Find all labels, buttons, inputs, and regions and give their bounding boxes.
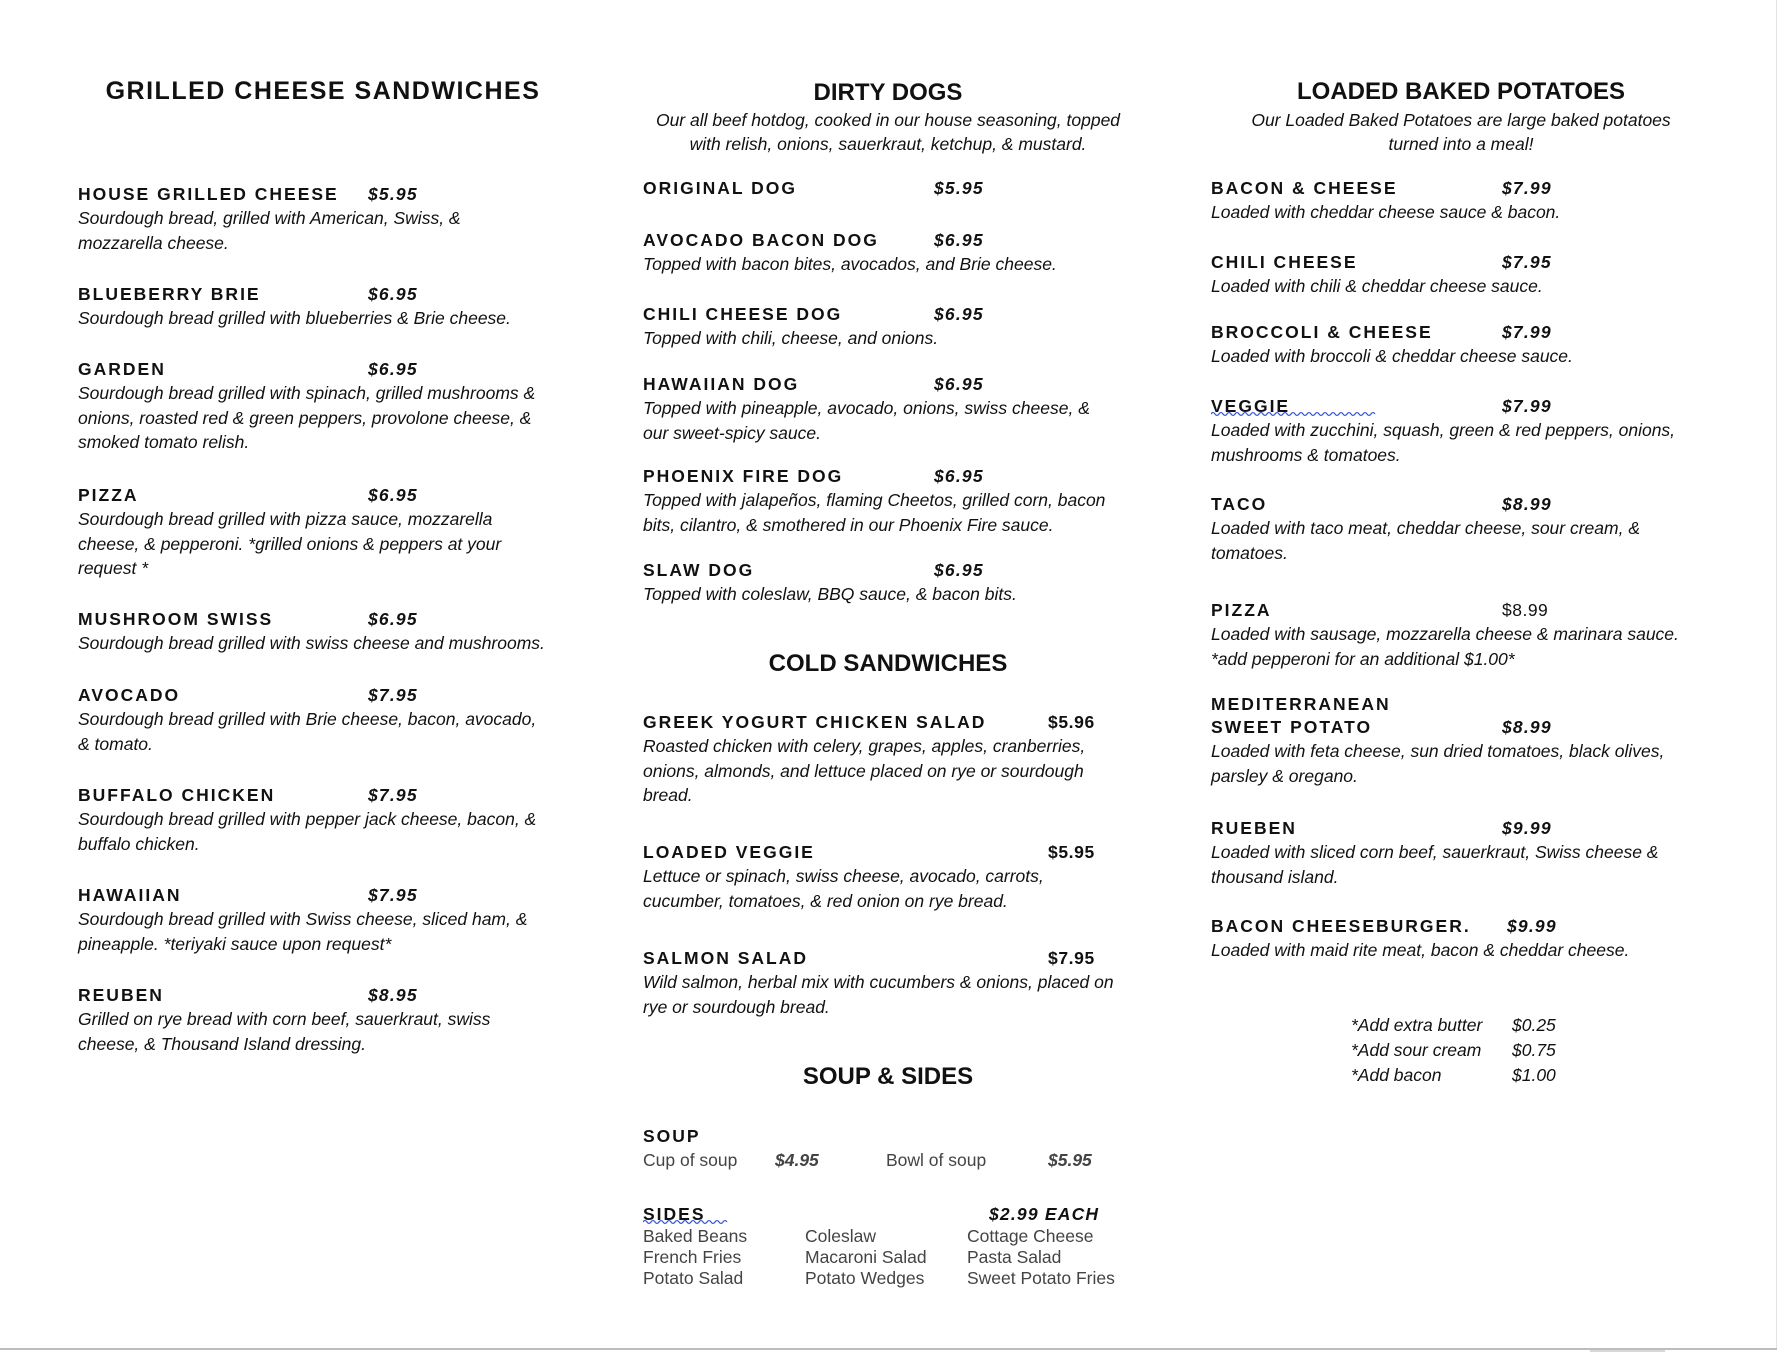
cup-of-soup-label: Cup of soup xyxy=(643,1150,738,1170)
item-description: Loaded with sausage, mozzarella cheese & marinara sauce. xyxy=(1211,624,1679,644)
item-description: our sweet-spicy sauce. xyxy=(643,422,821,443)
dirty-dogs-intro: Our all beef hotdog, cooked in our house seasoning, topped xyxy=(655,110,1121,130)
item-name-line2: SWEET POTATO xyxy=(1211,717,1373,737)
item-price: $7.95 xyxy=(1048,948,1095,968)
page-bottom-border xyxy=(0,1348,1777,1350)
menu-item xyxy=(643,946,1133,1019)
item-description: buffalo chicken. xyxy=(78,833,200,854)
item-description: Loaded with sliced corn beef, sauerkraut, Swiss cheese & xyxy=(1211,842,1659,862)
item-price: $9.99 xyxy=(1502,818,1552,838)
item-name: HOUSE GRILLED CHEESE xyxy=(78,184,339,204)
sides-price: $2.99 EACH xyxy=(989,1204,1100,1224)
item-description: rye or sourdough bread. xyxy=(643,996,830,1017)
menu-item xyxy=(78,683,568,756)
addon-label: *Add sour cream xyxy=(1351,1040,1482,1060)
menu-item xyxy=(1211,914,1711,963)
loaded-potatoes-intro: Our Loaded Baked Potatoes are large baked potatoes xyxy=(1251,110,1671,130)
dirty-dogs-heading: DIRTY DOGS xyxy=(813,79,963,106)
item-description: Sourdough bread grilled with swiss cheese and mushrooms. xyxy=(78,633,545,653)
item-description: thousand island. xyxy=(1211,866,1339,887)
item-description: cheese, & pepperoni. *grilled onions & peppers at your xyxy=(78,533,502,554)
item-price: $6.95 xyxy=(368,359,418,379)
item-description: onions, almonds, and lettuce placed on rye or sourdough xyxy=(643,760,1084,781)
item-description: Sourdough bread grilled with pizza sauce, mozzarella xyxy=(78,509,493,529)
item-name: BUFFALO CHICKEN xyxy=(78,785,276,805)
menu-item xyxy=(643,228,1133,277)
item-price: $6.95 xyxy=(934,230,984,250)
cup-of-soup-price: $4.95 xyxy=(775,1150,819,1170)
item-price: $7.95 xyxy=(368,885,418,905)
loaded-potatoes-heading: LOADED BAKED POTATOES xyxy=(1296,78,1626,105)
menu-item xyxy=(643,558,1133,607)
side-item: Macaroni Salad xyxy=(805,1247,927,1267)
item-name: ORIGINAL DOG xyxy=(643,178,797,198)
item-description: Loaded with maid rite meat, bacon & cheddar cheese. xyxy=(1211,940,1630,960)
item-price: $7.95 xyxy=(368,785,418,805)
item-name: CHILI CHEESE DOG xyxy=(643,304,843,324)
item-name: SALMON SALAD xyxy=(643,948,808,968)
menu-item xyxy=(78,282,568,331)
item-price: $6.95 xyxy=(934,374,984,394)
side-item: French Fries xyxy=(643,1247,742,1267)
item-description: Sourdough bread grilled with pepper jack cheese, bacon, & xyxy=(78,809,537,829)
item-name: TACO xyxy=(1211,494,1268,514)
spellcheck-underline xyxy=(643,1219,729,1225)
item-price: $6.95 xyxy=(934,560,984,580)
item-description: pineapple. *teriyaki sauce upon request* xyxy=(78,933,392,954)
item-description: *add pepperoni for an additional $1.00* xyxy=(1211,648,1515,669)
dirty-dogs-intro: with relish, onions, sauerkraut, ketchup, & mustard. xyxy=(689,134,1087,154)
item-description: Loaded with feta cheese, sun dried tomatoes, black olives, xyxy=(1211,741,1665,761)
side-item: Sweet Potato Fries xyxy=(967,1268,1115,1288)
item-price: $5.95 xyxy=(934,178,984,198)
item-description: Topped with chili, cheese, and onions. xyxy=(643,328,939,348)
item-price: $8.95 xyxy=(368,985,418,1005)
item-name: BROCCOLI & CHEESE xyxy=(1211,322,1433,342)
addon-price: $0.25 xyxy=(1512,1015,1556,1035)
item-description: bread. xyxy=(643,785,693,805)
sides-title: SIDES xyxy=(643,1204,706,1224)
item-price: $7.99 xyxy=(1502,178,1552,198)
item-description: cheese, & Thousand Island dressing. xyxy=(78,1033,366,1054)
item-description: request * xyxy=(78,558,149,578)
spellcheck-underline xyxy=(1211,411,1377,417)
addon-price: $0.75 xyxy=(1512,1040,1556,1060)
item-description: Loaded with zucchini, squash, green & red peppers, onions, xyxy=(1211,420,1676,440)
item-name: PHOENIX FIRE DOG xyxy=(643,466,844,486)
item-description: Topped with coleslaw, BBQ sauce, & bacon bits. xyxy=(643,584,1017,604)
item-price: $7.99 xyxy=(1502,396,1552,416)
item-name: SLAW DOG xyxy=(643,560,755,580)
item-price: $8.99 xyxy=(1502,717,1552,737)
item-price: $8.99 xyxy=(1502,494,1552,514)
item-price: $6.95 xyxy=(934,466,984,486)
soup-title: SOUP xyxy=(643,1126,701,1146)
menu-item xyxy=(643,372,1133,445)
item-description: & tomato. xyxy=(78,733,153,754)
item-name: GREEK YOGURT CHICKEN SALAD xyxy=(643,712,987,732)
item-description: Topped with jalapeños, flaming Cheetos, grilled corn, bacon xyxy=(643,490,1106,510)
item-description: mushrooms & tomatoes. xyxy=(1211,444,1401,465)
item-name: HAWAIIAN DOG xyxy=(643,374,800,394)
item-name: RUEBEN xyxy=(1211,818,1297,838)
menu-item xyxy=(643,464,1133,537)
item-description: mozzarella cheese. xyxy=(78,232,229,253)
menu-item xyxy=(643,840,1133,913)
menu-item xyxy=(1211,816,1711,889)
menu-item xyxy=(1211,250,1711,299)
item-description: onions, roasted red & green peppers, provolone cheese, & xyxy=(78,407,532,428)
item-description: tomatoes. xyxy=(1211,542,1288,563)
menu-item xyxy=(643,176,1133,200)
item-price: $6.95 xyxy=(934,304,984,324)
item-description: parsley & oregano. xyxy=(1211,765,1358,786)
grilled-cheese-heading: GRILLED CHEESE SANDWICHES xyxy=(105,77,541,105)
menu-item xyxy=(78,483,568,581)
menu-item xyxy=(78,883,568,956)
menu-item xyxy=(1211,692,1711,788)
item-name: MEDITERRANEAN xyxy=(1211,694,1391,714)
item-name: AVOCADO BACON DOG xyxy=(643,230,879,250)
item-price: $7.99 xyxy=(1502,322,1552,342)
item-description: Topped with pineapple, avocado, onions, swiss cheese, & xyxy=(643,398,1090,418)
menu-item xyxy=(78,357,568,455)
item-name: CHILI CHEESE xyxy=(1211,252,1358,272)
bowl-of-soup-label: Bowl of soup xyxy=(886,1150,987,1170)
item-description: Sourdough bread grilled with blueberries & Brie cheese. xyxy=(78,308,511,328)
side-item: Baked Beans xyxy=(643,1226,748,1246)
item-description: Sourdough bread grilled with Brie cheese, bacon, avocado, xyxy=(78,709,537,729)
menu-item xyxy=(78,607,568,656)
item-name: LOADED VEGGIE xyxy=(643,842,815,862)
item-description: Loaded with cheddar cheese sauce & bacon. xyxy=(1211,202,1561,222)
menu-item xyxy=(78,783,568,856)
item-price: $6.95 xyxy=(368,284,418,304)
item-name: BACON CHEESEBURGER. xyxy=(1211,916,1471,936)
menu-item xyxy=(1211,492,1711,565)
item-name: GARDEN xyxy=(78,359,166,379)
item-name: PIZZA xyxy=(1211,600,1272,620)
item-name: PIZZA xyxy=(78,485,139,505)
item-price: $7.95 xyxy=(1502,252,1552,272)
side-item: Potato Wedges xyxy=(805,1268,925,1288)
item-name: BLUEBERRY BRIE xyxy=(78,284,261,304)
item-description: Sourdough bread grilled with Swiss cheese, sliced ham, & xyxy=(78,909,528,929)
item-description: Sourdough bread, grilled with American, Swiss, & xyxy=(78,208,461,228)
item-price: $8.99 xyxy=(1502,600,1549,620)
item-description: Loaded with taco meat, cheddar cheese, sour cream, & xyxy=(1211,518,1640,538)
item-name: HAWAIIAN xyxy=(78,885,182,905)
item-description: Topped with bacon bites, avocados, and Brie cheese. xyxy=(643,254,1057,274)
side-item: Cottage Cheese xyxy=(967,1226,1094,1246)
side-item: Pasta Salad xyxy=(967,1247,1062,1267)
menu-item xyxy=(78,182,568,255)
item-price: $5.95 xyxy=(368,184,418,204)
item-description: smoked tomato relish. xyxy=(78,432,250,452)
menu-item xyxy=(1211,320,1711,369)
addon-label: *Add bacon xyxy=(1351,1065,1442,1085)
menu-item xyxy=(1211,598,1711,671)
cold-sandwiches-heading: COLD SANDWICHES xyxy=(768,650,1008,677)
menu-item xyxy=(78,983,568,1056)
item-description: bits, cilantro, & smothered in our Phoenix Fire sauce. xyxy=(643,514,1054,535)
menu-item xyxy=(1211,176,1711,225)
loaded-potatoes-intro: turned into a meal! xyxy=(1388,134,1534,154)
item-description: Roasted chicken with celery, grapes, apples, cranberries, xyxy=(643,736,1086,756)
item-description: Loaded with chili & cheddar cheese sauce. xyxy=(1211,276,1543,296)
addon-label: *Add extra butter xyxy=(1351,1015,1483,1035)
item-price: $7.95 xyxy=(368,685,418,705)
item-price: $5.96 xyxy=(1048,712,1095,732)
item-description: cucumber, tomatoes, & red onion on rye bread. xyxy=(643,890,1008,911)
item-price: $9.99 xyxy=(1507,916,1557,936)
item-name: VEGGIE xyxy=(1211,396,1291,416)
menu-item xyxy=(643,710,1133,808)
item-name: BACON & CHEESE xyxy=(1211,178,1398,198)
item-name: AVOCADO xyxy=(78,685,181,705)
menu-item xyxy=(1211,394,1711,467)
bowl-of-soup-price: $5.95 xyxy=(1048,1150,1092,1170)
item-price: $6.95 xyxy=(368,485,418,505)
item-price: $6.95 xyxy=(368,609,418,629)
item-name: MUSHROOM SWISS xyxy=(78,609,274,629)
item-description: Wild salmon, herbal mix with cucumbers & onions, placed on xyxy=(643,972,1114,992)
side-item: Coleslaw xyxy=(805,1226,876,1246)
side-item: Potato Salad xyxy=(643,1268,744,1288)
item-description: Grilled on rye bread with corn beef, sauerkraut, swiss xyxy=(78,1009,491,1029)
addon-price: $1.00 xyxy=(1512,1065,1556,1085)
item-description: Sourdough bread grilled with spinach, grilled mushrooms & xyxy=(78,383,536,403)
soup-sides-heading: SOUP & SIDES xyxy=(802,1063,974,1090)
item-name: REUBEN xyxy=(78,985,164,1005)
menu-item xyxy=(643,302,1133,351)
item-description: Loaded with broccoli & cheddar cheese sauce. xyxy=(1211,346,1573,366)
item-description: Lettuce or spinach, swiss cheese, avocado, carrots, xyxy=(643,866,1044,886)
item-price: $5.95 xyxy=(1048,842,1095,862)
